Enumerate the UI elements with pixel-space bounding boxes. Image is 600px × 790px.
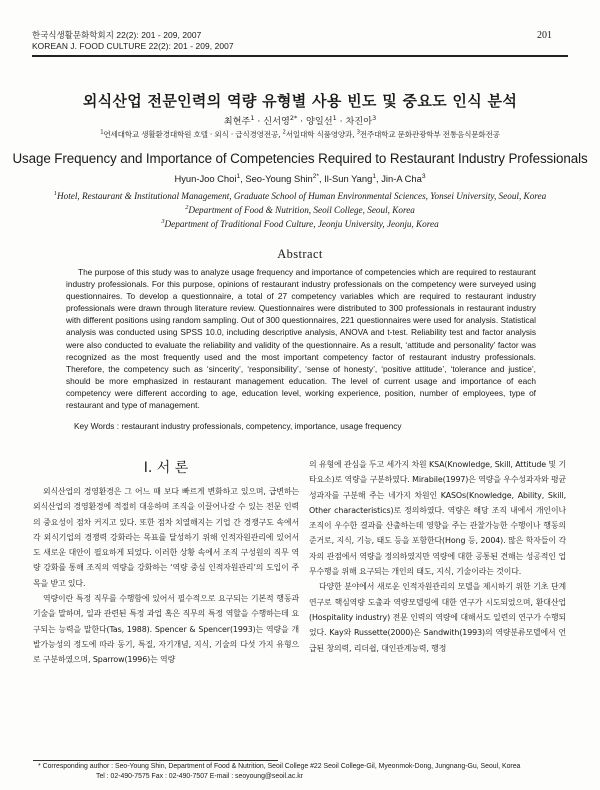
authors-english [0,173,600,184]
author-sup: 1 [332,113,337,122]
author-name: 양일선 [305,116,333,127]
affil-text: 서일대학 식품영양과, [285,130,357,139]
page-number: 201 [537,30,552,41]
affil-sup: 1 [53,189,58,197]
author-separator: , [240,173,246,184]
column-left [33,457,299,668]
author-name: Hyun-Joo Choi [174,173,237,184]
author-name: 신서영 [263,116,290,127]
affil-text: 전주대학교 문화관광학부 전통음식문화전공 [359,130,500,139]
footnote-rule [33,760,278,761]
title-english: Usage Frequency and Importance of Competencies Required to Restaurant Industry Professionals [12,151,588,166]
keywords: Key Words : restaurant industry professionals, competency, importance, usage frequency [74,421,402,431]
affil-sup: 1 [100,129,104,136]
authors-korean [0,113,600,127]
author-separator: · [297,116,306,127]
affil-sup: 3 [161,217,165,225]
affil-text: 연세대학교 생활환경대학원 호텔 · 외식 · 급식경영전공, [103,130,283,139]
footnote-author: * Corresponding author : Seo-Young Shin, Department of Food & Nutrition, Seoil College #22 Seoil College-Gil, Myeonmok-Dong, Jungnang-Gu, Seoul, Korea [38,763,521,770]
affil-text: Department of Food & Nutrition, Seoil College, Seoul, Korea [188,204,415,215]
author-separator: · [336,116,346,127]
column-left-text [33,484,299,668]
footnote [38,762,568,782]
affiliations-english [0,190,600,231]
journal-citation [32,30,234,51]
author-sup: 1 [236,172,241,180]
footnote-contact: Tel : 02-490-7575 Fax : 02-490-7507 E-mail : seoyoung@seoil.ac.kr [96,773,303,780]
author-name: 최현주 [223,116,251,127]
affiliation-line [0,218,600,232]
author-name: Il-Sun Yang [324,173,373,184]
affil-text: Department of Traditional Food Culture, Jeonju University, Jeonju, Korea [164,218,439,229]
paragraph: 다양한 분야에서 새로운 인적자원관리의 모델을 제시하기 위한 기초 단계 연구로 핵심역량 도출과 역량모델링에 대한 연구가 시도되었으며, 환대산업(Hospitality industry) 전문 인력의 역량에 대해서도 일련의 연구가 수행되었다. Kay와 Russette(2000)은 Sandwith(1993)의 역량분류모델에서 언급된 창의력, 리더쉽, 대인관계능력, 행정 [309,582,566,653]
paragraph: 의 유형에 관심을 두고 세가지 차원 KSA(Knowledge, Skill, Attitude 및 기타요소)로 역량을 구분하였다. Mirabile(1997)은 역량을 우수성과자와 평균성과자를 구분해 주는 네가지 차원인 KASOs(Knowledge, Ability, Skill, Other characteristics)로 정의하였다. 역량은 해당 조직 내에서 개인이나 조직이 우수한 결과를 산출하는데 영향을 주는 관찰가능한 수행이나 행동의 준거로, 지식, 기능, 태도 등을 포함한다(Hong 등, 2004). 많은 학자들이 각자의 관점에서 역량을 정의하였지만 역량에 대한 공통된 견해는 성공적인 업무수행을 위해 요구되는 개인의 태도, 지식, 기술이라는 것이다. [309,460,566,577]
author-name: Jin-A Cha [381,173,422,184]
abstract-text: The purpose of this study was to analyze usage frequency and importance of competencies which are required to restaurant industry professionals. For this purpose, opinions of restaurant industry professionals on the competency were surveyed using questionnaires. To develop a questionnaire, a total of 27 competency variables which are required to restaurant industry professionals were drawn through literature review. Questionnaires were distributed to 300 professionals in restaurant industry with different positions using random sampling. Out of 300 questionnaires, 221 questionnaires were used for analysis. Statistical analysis was conducted using SPSS 10.0, including descriptive analysis, ANOVA and t-test. Reliability test and factor analysis were also conducted to evaluate the reliability and validity of the questionnaire. As a result, ‘attitude and personality’ factor was recognized as the most frequently used and the most important competency factor of restaurant industry professionals. Therefore, the competency such as ‘sincerity’, ‘responsibility’, ‘sense of honesty’, ‘positive attitude’, ‘tolerance and justice’, should be more emphasized in restaurant management education. The level of current usage and importance of each competency were different according to age, education level, working experience, position, number of employees, type of restaurant and type of management. [66,267,536,411]
abstract-body [66,266,536,411]
affiliation-line [0,190,600,204]
author-sup: 1 [250,113,255,122]
author-separator: · [254,116,264,127]
author-name: 차진아 [345,116,373,127]
author-separator: , [376,173,382,184]
title-korean: 외식산업 전문인력의 역량 유형별 사용 빈도 및 중요도 인식 분석 [82,92,518,110]
header-rule [32,55,568,57]
abstract-heading: Abstract [277,247,323,261]
affil-sup: 3 [356,129,360,136]
journal-citation-kr: 한국식생활문화학회지 22(2): 201 - 209, 2007 [32,30,202,40]
journal-citation-en: KOREAN J. FOOD CULTURE 22(2): 201 - 209, 2007 [32,40,234,51]
author-sup: 3 [421,172,426,180]
column-right [309,457,566,656]
paragraph: 역량이란 특정 직무를 수행함에 있어서 필수적으로 요구되는 기본적 행동과 기술을 말하며, 일과 관련된 특정 과업 혹은 직무의 특정 역할을 수행하는데 요구되는 능력을 말한다(Tas, 1988). Spencer & Spencer(1993)는 역량을 개발가능성의 정도에 따라 동기, 특질, 자기개념, 지식, 기술의 다섯 가지 유형으로 구분하였으며, Sparrow(1996)는 역량 [33,594,299,665]
author-sup: 3 [372,113,377,122]
affiliation-line [0,204,600,218]
author-sup: 2* [312,172,319,180]
author-separator: , [318,173,325,184]
author-sup: 2* [289,113,298,122]
affil-sup: 2 [282,129,286,136]
affil-sup: 2 [185,203,189,211]
author-sup: 1 [372,172,376,180]
author-name: Seo-Young Shin [245,173,313,184]
paragraph: 외식산업의 경영환경은 그 어느 때 보다 빠르게 변화하고 있으며, 급변하는 외식산업의 경영환경에 적절히 대응하며 조직을 이끌어나갈 수 있는 전문 인력의 중요성이 점차 커지고 있다. 또한 점차 치열해지는 기업 간 경쟁구도 속에서 각 외식기업의 경쟁력 강화라는 목표를 달성하기 위해 인적자원관리에 있어서도 새로운 대안이 필요하게 되었다. 이러한 상황 속에서 조직 구성원의 직무 역량 강화를 통해 조직의 역량을 강화하는 ‘역량 중심 인적자원관리’의 도입이 주목을 받고 있다. [33,487,299,588]
affiliations-korean [0,129,600,140]
affil-text: Hotel, Restaurant & Institutional Management, Graduate School of Human Environmental Sciences, Yonsei University, Seoul, Korea [57,191,547,201]
column-right-text [309,457,566,656]
section-heading-introduction: I. 서 론 [143,460,189,476]
